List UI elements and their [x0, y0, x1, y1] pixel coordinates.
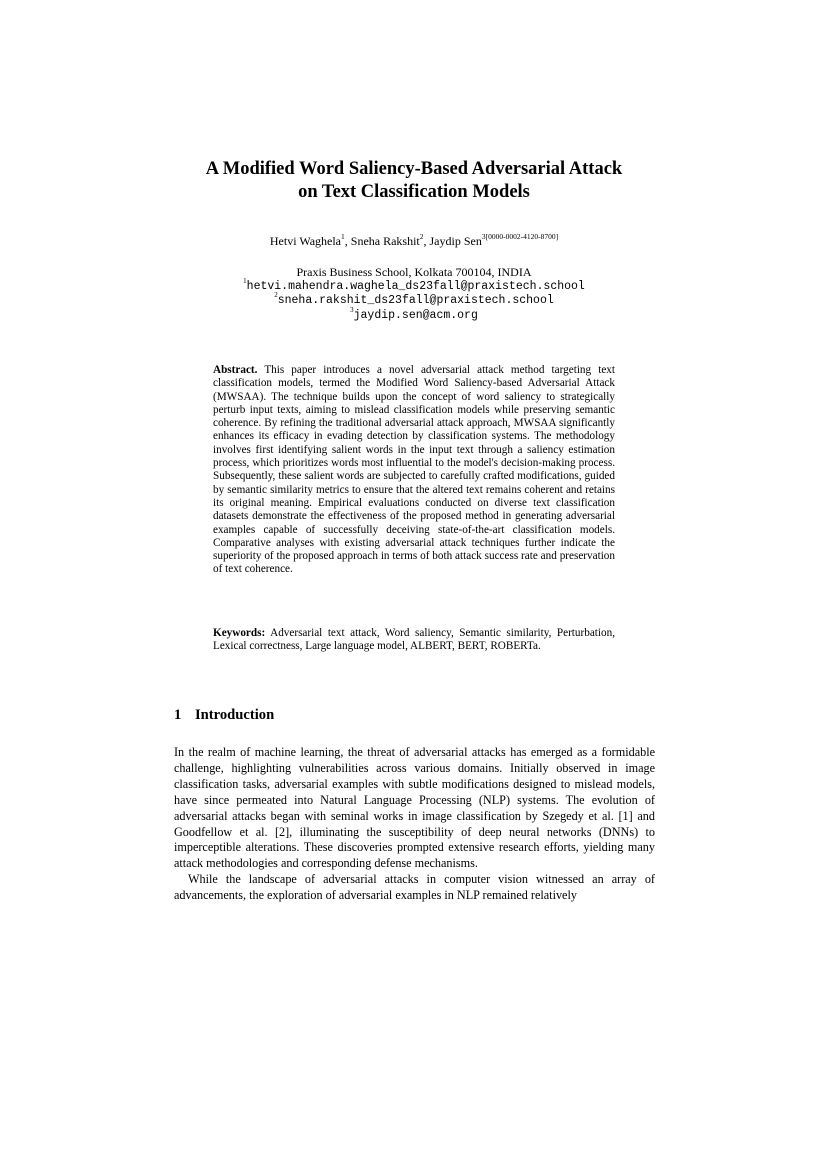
author-email — [0, 291, 828, 309]
title-line-2: on Text Classification Models — [298, 182, 530, 202]
email-address: sneha.rakshit_ds23fall@praxistech.school — [277, 294, 554, 308]
author-affiliation-mark: 1 — [341, 232, 345, 241]
author-name: Sneha Rakshit — [350, 234, 420, 248]
institution: Praxis Business School, Kolkata 700104, INDIA — [296, 265, 532, 279]
email-address: jaydip.sen@acm.org — [353, 308, 478, 322]
email-address: hetvi.mahendra.waghela_ds23fall@praxistech.school — [246, 279, 585, 293]
abstract-text: This paper introduces a novel adversarial attack method targeting text classification models, termed the Modified Word Saliency-based Adversarial Attack (MWSAA). The technique builds upon the concept of word saliency to strategically perturb input texts, aiming to mislead classification models while preserving semantic coherence. By refining the traditional adversarial attack approach, MWSAA significantly enhances its efficacy in evading detection by classification systems. The methodology involves first identifying salient words in the input text through a saliency estimation process, which prioritizes words most influential to the model's decision-making process. Subsequently, these salient words are subjected to carefully crafted modifications, guided by semantic similarity metrics to ensure that the altered text remains coherent and retains its original meaning. Empirical evaluations conducted on diverse text classification datasets demonstrate the effectiveness of the proposed method in generating adversarial examples capable of successfully deceiving state-of-the-art classification models. Comparative analyses with existing adversarial attack techniques further indicate the superiority of the proposed approach in terms of both attack success rate and preservation of text coherence. — [213, 364, 615, 576]
author-name: Hetvi Waghela — [269, 234, 342, 248]
section-number: 1 — [174, 707, 182, 723]
author-orcid-mark: 3[0000-0002-4120-8700] — [481, 232, 559, 241]
keywords-label: Keywords: — [213, 627, 266, 639]
author-name: Jaydip Sen — [429, 234, 482, 248]
title-line-1: A Modified Word Saliency-Based Adversarial Attack — [205, 159, 623, 179]
body-paragraph: In the realm of machine learning, the threat of adversarial attacks has emerged as a formidable challenge, highlighting vulnerabilities across various domains. Initially observed in image classification tasks, adversarial examples with subtle modifications designed to mislead models, have since permeated into Natural Language Processing (NLP) systems. The evolution of adversarial attacks began with seminal works in image classification by Szegedy et al. [1] and Goodfellow et al. [2], illuminating the susceptibility of deep neural networks (DNNs) to imperceptible alterations. These discoveries prompted extensive research efforts, yielding many attack methodologies and corresponding defense mechanisms. — [174, 745, 655, 871]
paper-title — [0, 158, 828, 204]
email-mark: 2 — [274, 291, 278, 300]
author-email — [0, 305, 828, 324]
abstract-label: Abstract. — [213, 364, 258, 376]
author-affiliation-mark: 2 — [419, 232, 424, 241]
author-separator: , — [423, 234, 430, 248]
section-body — [174, 745, 655, 904]
affiliation-block — [0, 265, 828, 323]
section-heading — [174, 706, 274, 724]
author-email — [0, 276, 828, 295]
author-separator: , — [344, 234, 351, 248]
email-mark: 3 — [350, 305, 354, 314]
email-mark: 1 — [243, 276, 247, 285]
author-list — [0, 234, 828, 249]
keywords — [213, 627, 615, 654]
body-paragraph: While the landscape of adversarial attacks in computer vision witnessed an array of advancements, the exploration of adversarial examples in NLP remained relatively — [174, 872, 655, 903]
section-title: Introduction — [195, 707, 275, 723]
keywords-text: Adversarial text attack, Word saliency, Semantic similarity, Perturbation, Lexical correctness, Large language model, ALBERT, BERT, ROBERTa. — [213, 627, 615, 653]
abstract — [213, 364, 615, 577]
